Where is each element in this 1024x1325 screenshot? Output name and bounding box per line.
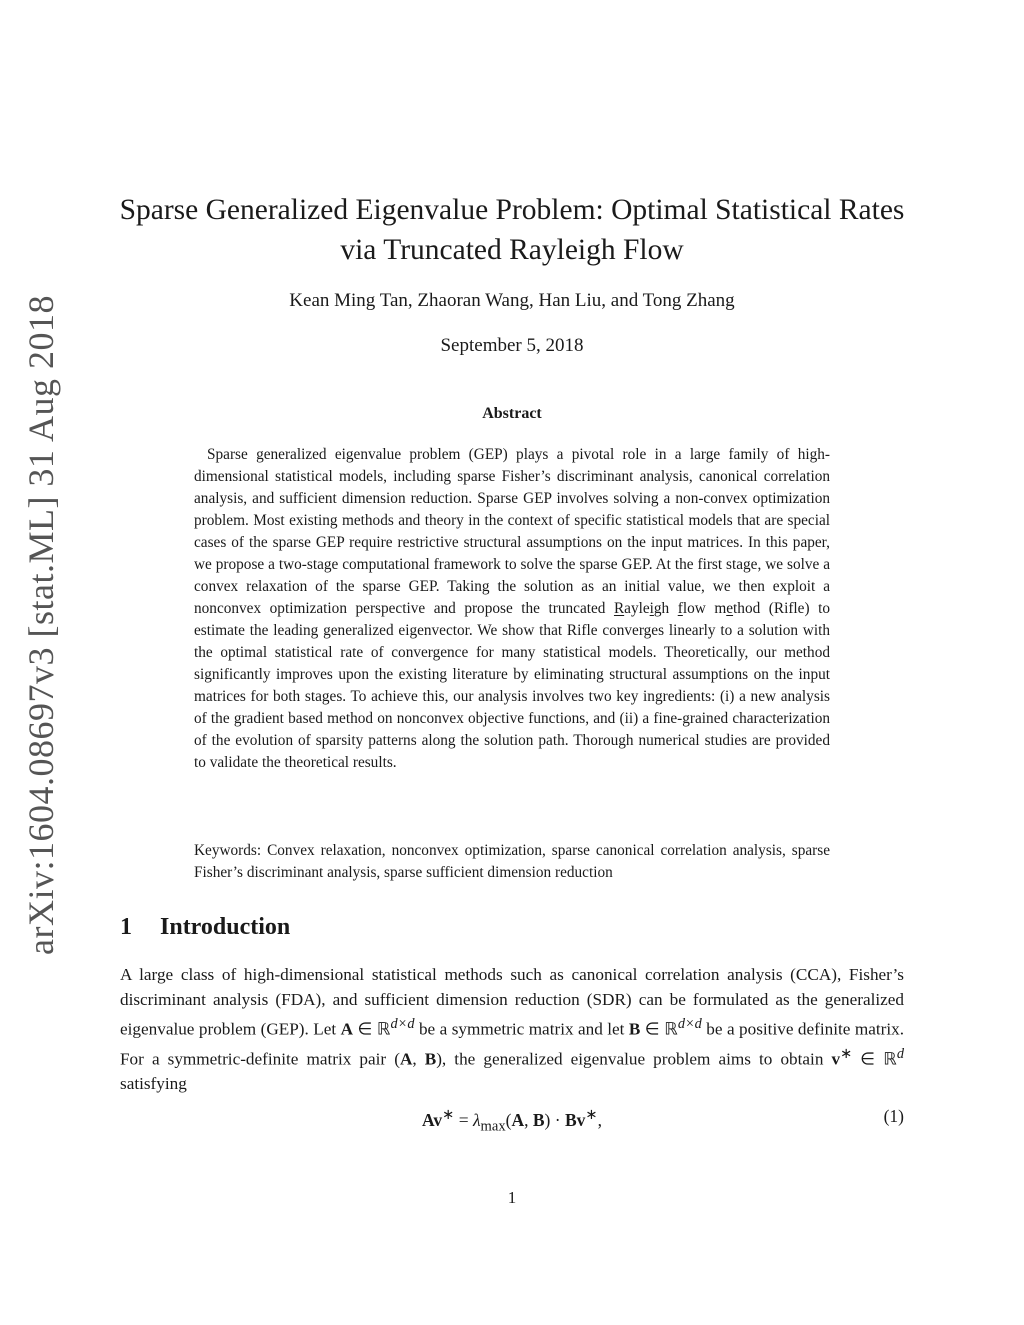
rifle-letter-i: i — [649, 600, 654, 617]
paper-title — [100, 190, 924, 270]
abstract-text-part-2: (Rifle) to estimate the leading generalized eigenvector. We show that Rifle converges linearly to a solution with the optimal statistical rate of convergence for many statistical models. Theoretically, our method significantly improves upon the existing literature by eliminating structural assumptions on the input matrices for both stages. To achieve this, our analysis involves two key ingredients: (i) a new analysis of the gradient based method on nonconvex objective functions, and (ii) a fine-grained characterization of the evolution of sparsity patterns along the solution path. Thorough numerical studies are provided to validate the theoretical results. — [194, 600, 830, 771]
rifle-letter-f: f — [677, 600, 683, 617]
page-number: 1 — [507, 1188, 517, 1207]
rifle-letter-r: R — [613, 600, 625, 617]
section-title: Introduction — [160, 914, 291, 940]
rifle-letter-e: e — [726, 600, 734, 617]
abstract-text-part-1: Sparse generalized eigenvalue problem (GEP) plays a pivotal role in a large family of high-dimensional statistical models, including sparse Fisher’s discriminant analysis, canonical correlation analysis, and sufficient dimension reduction. Sparse GEP involves solving a non-convex optimization problem. Most existing methods and theory in the context of specific statistical models that are special cases of the sparse GEP require restrictive structural assumptions on the input matrices. In this paper, we propose a two-stage computational framework to solve the sparse GEP. At the first stage, we solve a convex relaxation of the sparse GEP. Taking the solution as an initial value, we then exploit a nonconvex optimization perspective and propose the truncated — [194, 446, 830, 617]
vector-v-star: v — [831, 1049, 841, 1069]
equation-body: $Av^∗ = \lambda_{max}(A$, B) · Bv∗, — [422, 1107, 602, 1135]
equation-number: (1) — [883, 1106, 904, 1126]
matrix-a: A — [340, 1019, 354, 1039]
publication-date: September 5, 2018 — [440, 335, 584, 356]
section-heading-introduction — [120, 914, 290, 941]
section-number: 1 — [120, 914, 132, 940]
title-line-1: Sparse Generalized Eigenvalue Problem: Optimal Statistical Rates — [119, 194, 905, 226]
introduction-paragraph: A large class of high-dimensional statistical methods such as canonical correlation analysis (CCA), Fisher’s discriminant analysis (FDA), and sufficient dimension reduction (SDR) can be formulated as the generalized eigenvalue problem (GEP). Let A ∈ ℝ$^{d\times d}$ be a symmetric matrix and let B ∈ ℝ$^{d\times d}$ be a positive definite matrix. For a symmetric-definite matrix pair (A, B), the generalized eigenvalue problem aims to obtain v∗ ∈ ℝ$^d$ satisfying — [120, 965, 904, 1094]
keywords: Keywords: Convex relaxation, nonconvex optimization, sparse canonical correlation analysis, sparse Fisher’s discriminant analysis, sparse sufficient dimension reduction — [194, 842, 830, 881]
title-line-2: via Truncated Rayleigh Flow — [340, 234, 684, 266]
matrix-b: B — [628, 1019, 641, 1039]
arxiv-identifier: arXiv:1604.08697v3 [stat.ML] 31 Aug 2018 — [21, 295, 61, 955]
abstract-heading: Abstract — [482, 405, 542, 422]
equation-1 — [120, 1106, 904, 1134]
rifle-acronym-expansion: Rayleigh flow method — [613, 600, 761, 617]
abstract-text — [194, 444, 830, 774]
author-list: Kean Ming Tan, Zhaoran Wang, Han Liu, and Tong Zhang — [289, 290, 735, 311]
